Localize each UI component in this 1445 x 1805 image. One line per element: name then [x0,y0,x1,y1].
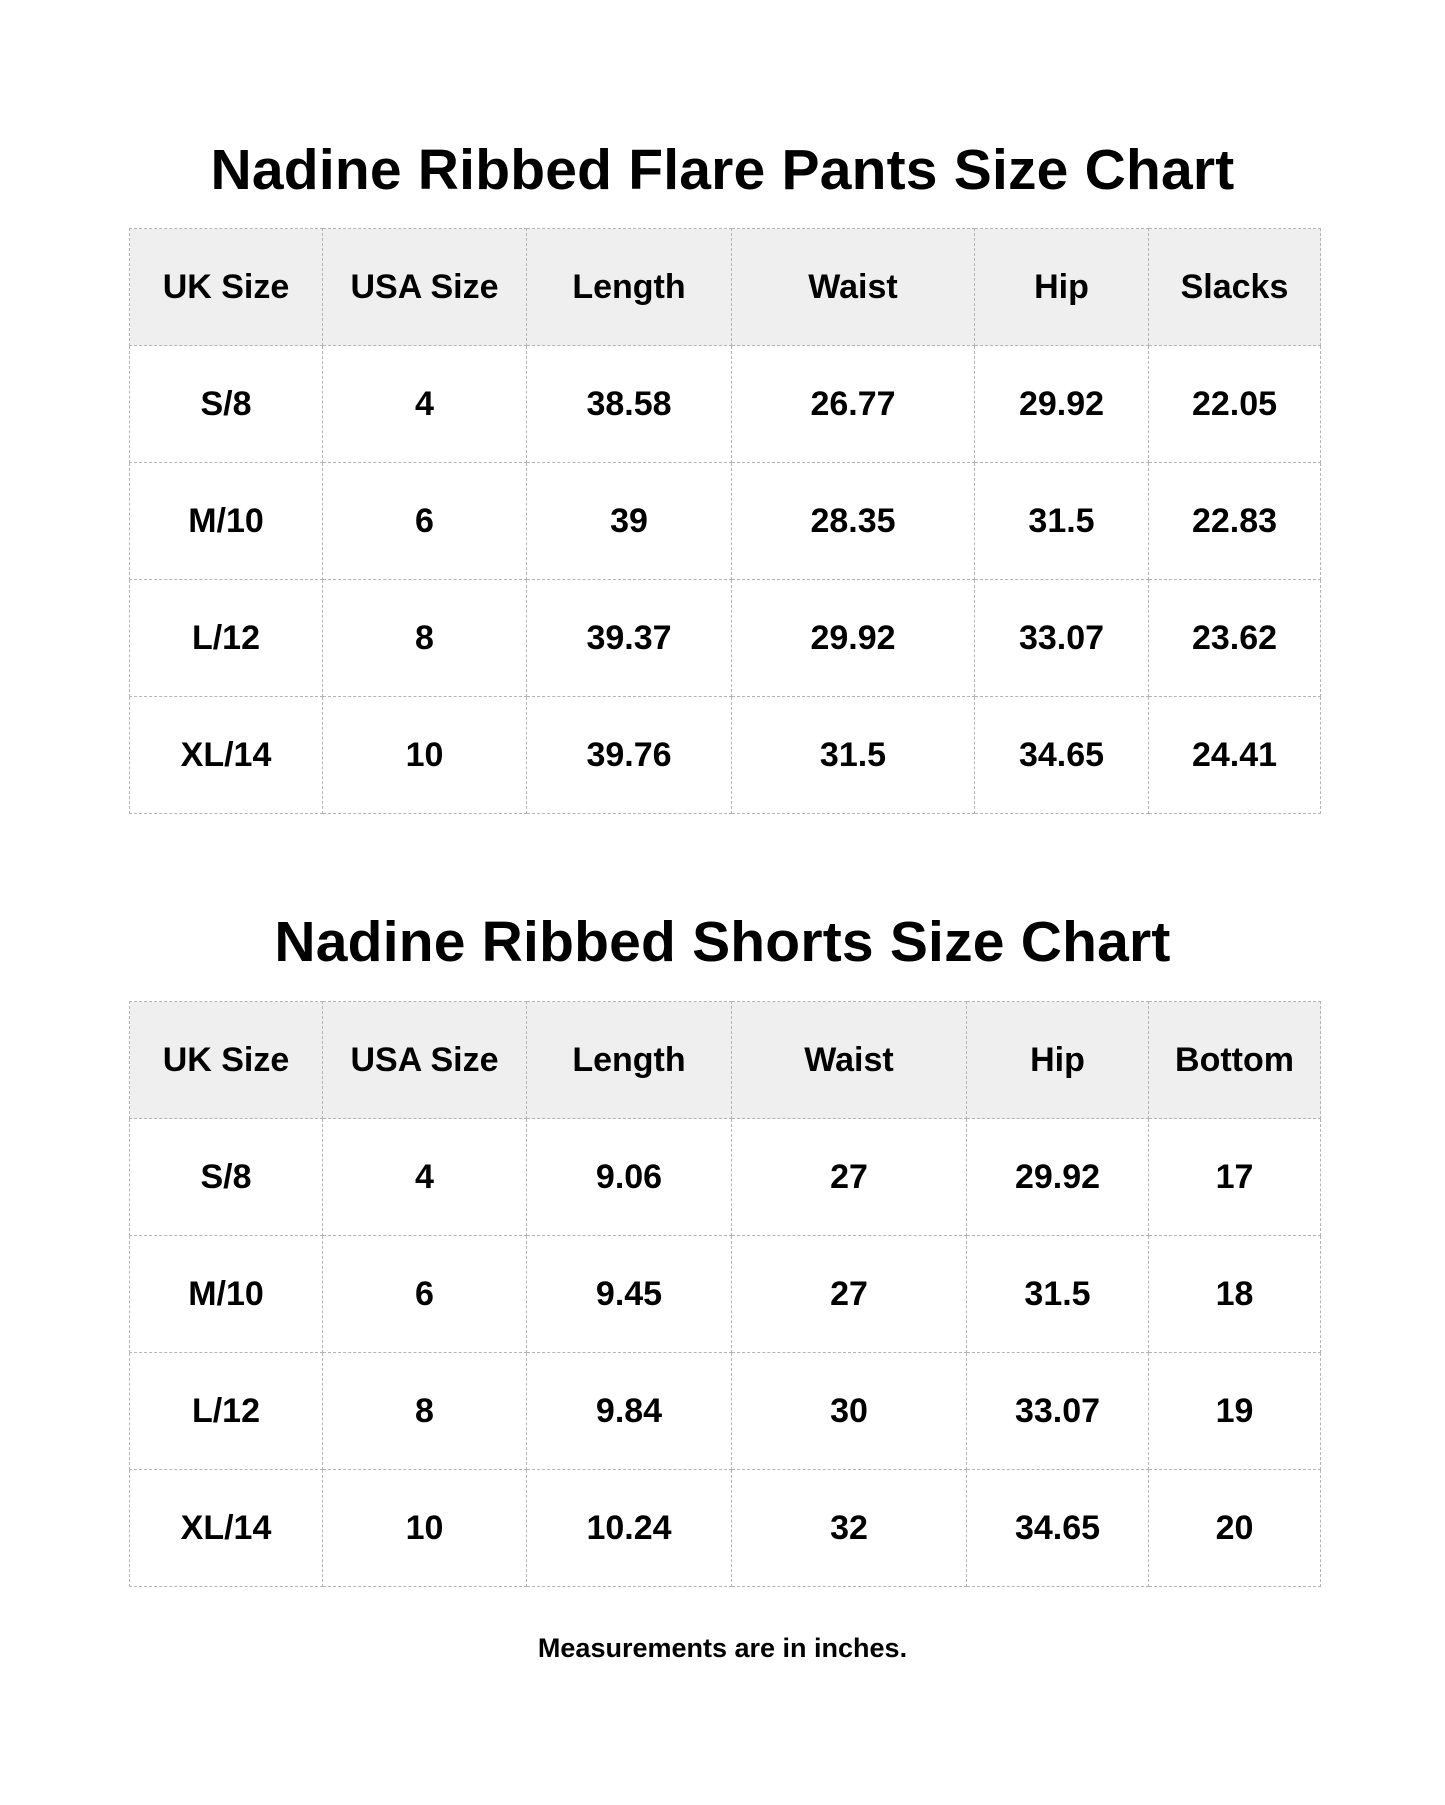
column-header-usa-size: USA Size [323,1002,527,1119]
cell-bottom: 19 [1149,1353,1321,1470]
cell-uk-size: XL/14 [130,1470,323,1587]
cell-slacks: 22.83 [1149,463,1321,580]
table-row [130,463,1321,580]
column-header-length: Length [527,229,732,346]
cell-bottom: 18 [1149,1236,1321,1353]
table-header-row [130,1002,1321,1119]
cell-hip: 29.92 [975,346,1149,463]
cell-uk-size: L/12 [130,580,323,697]
cell-bottom: 17 [1149,1119,1321,1236]
table-header-row [130,229,1321,346]
column-header-waist: Waist [732,1002,967,1119]
cell-length: 38.58 [527,346,732,463]
table-row [130,346,1321,463]
cell-length: 9.45 [527,1236,732,1353]
cell-slacks: 23.62 [1149,580,1321,697]
cell-usa-size: 6 [323,1236,527,1353]
cell-uk-size: XL/14 [130,697,323,814]
cell-waist: 32 [732,1470,967,1587]
cell-waist: 26.77 [732,346,975,463]
column-header-length: Length [527,1002,732,1119]
column-header-uk-size: UK Size [130,1002,323,1119]
column-header-waist: Waist [732,229,975,346]
column-header-hip: Hip [967,1002,1149,1119]
column-header-hip: Hip [975,229,1149,346]
cell-waist: 28.35 [732,463,975,580]
table-row [130,697,1321,814]
column-header-slacks: Slacks [1149,229,1321,346]
cell-bottom: 20 [1149,1470,1321,1587]
cell-hip: 31.5 [975,463,1149,580]
table-row [130,1236,1321,1353]
column-header-uk-size: UK Size [130,229,323,346]
cell-usa-size: 4 [323,1119,527,1236]
cell-slacks: 24.41 [1149,697,1321,814]
cell-waist: 30 [732,1353,967,1470]
cell-usa-size: 8 [323,580,527,697]
cell-uk-size: S/8 [130,1119,323,1236]
cell-length: 39.37 [527,580,732,697]
cell-usa-size: 6 [323,463,527,580]
cell-length: 39.76 [527,697,732,814]
table-row [130,1353,1321,1470]
table-row [130,1119,1321,1236]
cell-waist: 27 [732,1236,967,1353]
column-header-usa-size: USA Size [323,229,527,346]
cell-hip: 34.65 [975,697,1149,814]
cell-length: 39 [527,463,732,580]
table-row [130,1470,1321,1587]
cell-length: 9.84 [527,1353,732,1470]
cell-waist: 29.92 [732,580,975,697]
cell-uk-size: M/10 [130,463,323,580]
cell-uk-size: M/10 [130,1236,323,1353]
cell-slacks: 22.05 [1149,346,1321,463]
cell-length: 9.06 [527,1119,732,1236]
cell-hip: 33.07 [967,1353,1149,1470]
shorts-size-chart-title: Nadine Ribbed Shorts Size Chart [274,910,1171,974]
table-row [130,580,1321,697]
cell-waist: 31.5 [732,697,975,814]
cell-uk-size: S/8 [130,346,323,463]
cell-usa-size: 10 [323,1470,527,1587]
measurement-units-note: Measurements are in inches. [537,1633,908,1663]
cell-hip: 34.65 [967,1470,1149,1587]
cell-waist: 27 [732,1119,967,1236]
cell-uk-size: L/12 [130,1353,323,1470]
cell-hip: 29.92 [967,1119,1149,1236]
shorts-size-table [129,1001,1321,1587]
cell-hip: 31.5 [967,1236,1149,1353]
cell-hip: 33.07 [975,580,1149,697]
cell-length: 10.24 [527,1470,732,1587]
cell-usa-size: 4 [323,346,527,463]
pants-size-chart-title: Nadine Ribbed Flare Pants Size Chart [210,138,1235,202]
cell-usa-size: 10 [323,697,527,814]
cell-usa-size: 8 [323,1353,527,1470]
column-header-bottom: Bottom [1149,1002,1321,1119]
pants-size-table [129,228,1321,814]
